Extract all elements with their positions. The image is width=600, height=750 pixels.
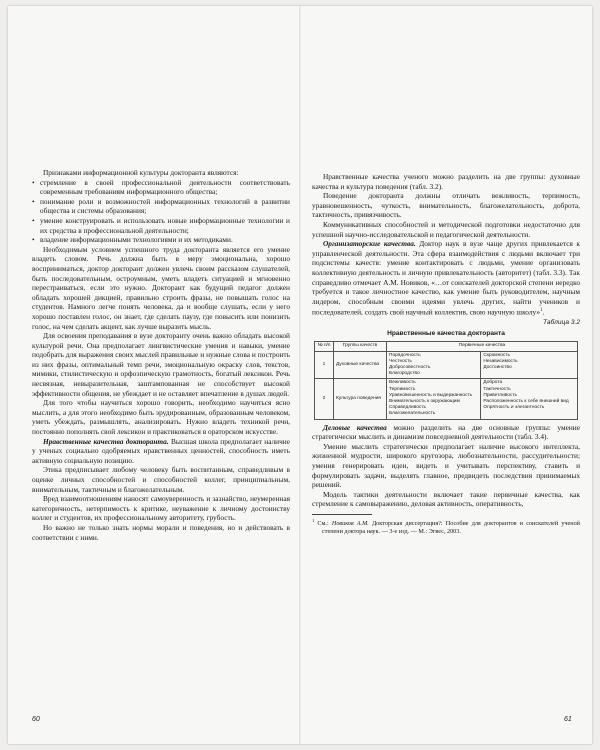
quality-item: Опрятность и элегантность — [483, 405, 545, 411]
table-cell-number: 1 — [315, 351, 334, 379]
page-number-right: 61 — [564, 716, 572, 723]
paragraph: Этика предписывает любому человеку быть воспитанным, справедливым в оценке личных способностей и способностей коллег, принципиальным, внимательным, тактичным и благожелательным. — [32, 465, 290, 494]
list-item: • умение конструировать и использовать новые информационные технологии и их средства в профессиональной деятельности; — [32, 216, 290, 235]
moral-qualities-text: Высшая школа предполагает наличие у ученых социально одобряемых нравственных ценностей, способность иметь активную социальную позицию. — [32, 436, 290, 465]
quality-item: Скромность — [483, 352, 510, 358]
paragraph: Умение мыслить стратегически предполагает наличие высокого интеллекта, жизненной мудрости, широкого кругозора, любознательности, рассудительности; умения генерировать идеи, видеть и учитывать перспективу, ставить и формулировать задачи, выделять главное, предвидеть последствия принимаемых решений. — [312, 441, 580, 490]
table-cell-qualities-left — [387, 379, 481, 419]
quality-item: Тактичность — [483, 386, 511, 392]
footnote-prefix: См.: — [314, 519, 332, 527]
moral-qualities-paragraph — [32, 437, 290, 466]
quality-item: Порядочность — [389, 352, 421, 358]
table-label: Таблица 3.2 — [542, 319, 580, 327]
moral-qualities-table — [314, 341, 578, 419]
footnote — [312, 517, 580, 536]
quality-item: Честность — [389, 358, 412, 364]
paragraph: Но важно не только знать нормы морали и поведения, но и действовать в соответствии с ними. — [32, 522, 290, 542]
business-qualities-text: можно разделить на две основные группы: умение стратегически мыслить и динамизм повседневной деятельности (табл. 3.4). — [312, 422, 581, 442]
table-row — [315, 351, 578, 379]
table-cell-qualities-right — [481, 379, 578, 419]
footnote-mark: 1 — [312, 517, 315, 523]
business-qualities-paragraph — [312, 423, 580, 442]
table-header-number: № п/п — [315, 342, 334, 351]
quality-item: Достоинство — [483, 364, 512, 370]
table-header-qualities: Первичные качества — [387, 342, 578, 351]
info-culture-list — [32, 178, 290, 245]
organizational-qualities-paragraph — [312, 239, 580, 317]
paragraph: Для того чтобы научиться хорошо говорить, необходимо научиться ясно мыслить, а для этого необходимо быть эрудированным, образованным человеком, уметь убеждать, размышлять, анализировать. Нужно владеть техникой речи, постоянно пополнять свой лексикон и практиковаться в ораторском искусстве. — [32, 398, 290, 437]
paragraph: Нравственные качества ученого можно разделить на две группы: духовные качества и культура поведения (табл. 3.2). — [312, 172, 580, 191]
quality-item: Вежливость — [389, 380, 416, 386]
paragraph: Для освоения преподавания в вузе докторанту очень важно обладать высокой культурой речи. Она предполагает лингвистические умения и навыки, умение подобрать для выражения своих мыслей правильные и нужные слова и построить из них фразы, оптимальный темп речи, эмоциональную окраску слов, текстов, мимики, стилистическую и орфоэпическую грамотность, богатый лексикон. Речь несвязная, невыразительная, заштампованная не способствует высокой эффективности общения, не убеждает и не оставляет впечатление в душах людей. — [32, 331, 290, 398]
sentence-end: . — [542, 307, 545, 317]
quality-item: Приветливость — [483, 392, 518, 398]
paragraph: Коммуникативных способностей и методической подготовки недостаточно для успешной научно-исследовательской и педагогической деятельности. — [312, 219, 580, 239]
footnote-text: Докторская диссертация?: Пособие для докторантов и соискателей ученой степени доктора наук. — 3-е изд. — М.: Эгвес, 2003. — [322, 519, 580, 535]
organizational-qualities-heading: Организаторские качества. — [323, 239, 416, 249]
paragraph: Поведение докторанта должны отличать вежливость, терпимость, уравновешенность, чуткость, внимательность, благожелательность, доброта, тактичность, привязчивость. — [312, 191, 580, 220]
list-item: • стремление в своей профессиональной деятельности соответствовать современным требованиям информационного общества; — [32, 178, 290, 197]
list-item: • владение информационными технологиями и их методиками. — [32, 235, 290, 245]
table-row — [315, 379, 578, 419]
quality-item: Внимательность к окружающим — [389, 398, 460, 404]
left-page — [32, 168, 290, 542]
paragraph: Необходимым условием успешного труда докторанта является его умение владеть словом. Речь должна быть в меру эмоциональна, хорошо восприниматься, доктор докторант должен увлечь своим рассказом слушателей, быть последовательным, остроумным, уметь владеть ситуацией и мгновенно перестраиваться, если это нужно. Докторант как будущий педагог должен обладать хорошей дикцией, правильно строить фразы, не повышать голос на студентов. Намного легче понять человека, да и вообще слушать, если у него хорошо поставлен голос, он знает, где сделать паузу, где повысить или понизить голос, на чем сделать акцент, как лучше выразить мысль. — [32, 244, 290, 331]
moral-qualities-heading: Нравственные качества докторанта. — [43, 436, 169, 446]
table-cell-number: 2 — [315, 379, 334, 419]
table-header-group: Группы качеств — [334, 342, 387, 351]
page-number-left: 60 — [32, 716, 40, 723]
info-culture-intro: Признаками информационной культуры докторанта являются: — [43, 168, 239, 177]
business-qualities-heading: Деловые качества — [323, 422, 387, 432]
right-page — [312, 172, 580, 536]
table-cell-qualities-left — [387, 351, 481, 379]
paragraph: Вред взаимоотношениям наносят самоуверенность и зазнайство, неумеренная категоричность, нетерпимость к критике, неуважение к личному достоинству коллег и студентов, их профессиональному авторитету, грубость. — [32, 494, 290, 523]
quality-item: Расположенность к себе внешний вид — [483, 398, 569, 404]
quality-item: Доброта — [483, 380, 503, 386]
quality-item: Справедливость — [389, 405, 426, 411]
table-cell-group: Культура поведения — [334, 379, 387, 419]
organizational-qualities-text: Доктор наук в вузе чаще других привлекается к управленческой деятельности. Эта сфера взаимодействия с людьми включает три подсистемы качеств: умение контактировать с людьми, умение организовать коллективную деятельность и личную привлекательность (авторитет) (табл. 3.3). Так справедливо отмечает А.М. Новиков, «…от соискателей докторской степени нередко требуется и такое личностное качество, как умение быть руководителем, научным лидером, способным своими идеями увлечь других, найти учеников и последователей, создать свой научный коллектив, свою научную школу» — [312, 239, 580, 317]
quality-item: Уравновешенность и выдержанность — [389, 392, 473, 398]
footnote-author: Новиков А.М. — [331, 519, 369, 527]
quality-item: Терпимость — [389, 386, 416, 392]
table-cell-qualities-right — [481, 351, 578, 379]
list-item: • понимание роли и возможностей информационных технологий в развитии общества и системы образования; — [32, 197, 290, 216]
footnote-reference: 1 — [540, 308, 543, 314]
book-gutter — [299, 6, 301, 744]
quality-item: Добросовестность — [389, 364, 431, 370]
table-title: Нравственные качества докторанта — [387, 330, 505, 338]
quality-item: Благожелательность — [389, 411, 436, 417]
table-cell-group: Духовные качества — [334, 351, 387, 379]
footnote-divider — [312, 514, 372, 515]
quality-item: Благородство — [389, 371, 420, 377]
paragraph: Модель тактики деятельности включает такие первичные качества, как стремление к самовыражению, деловая активность, оперативность, — [312, 489, 580, 509]
table-header-row — [315, 342, 578, 351]
quality-item: Независимость — [483, 358, 518, 364]
